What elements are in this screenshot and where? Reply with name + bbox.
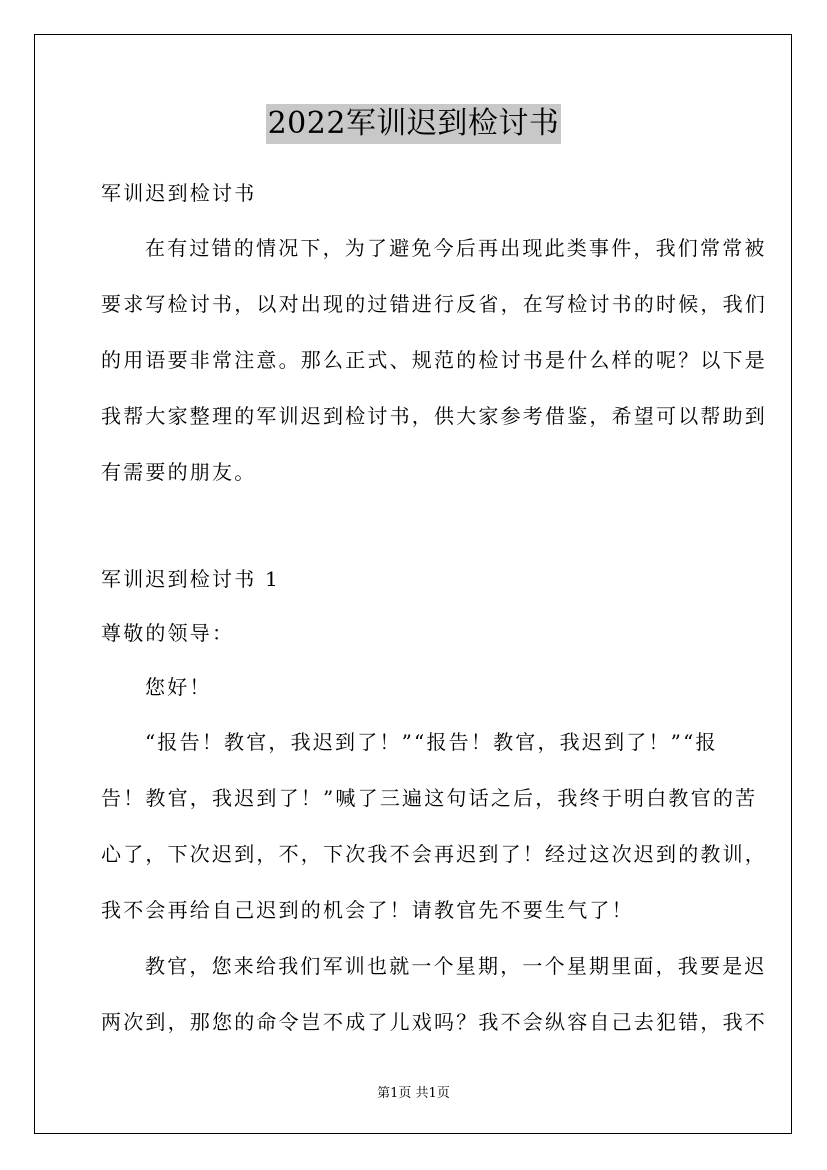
intro-line: 的用语要非常注意。那么正式、规范的检讨书是什么样的呢？以下是 (101, 348, 767, 372)
paragraph-line: “报告！教官，我迟到了！”“报告！教官，我迟到了！”“报 (145, 730, 718, 754)
greeting: 您好！ (145, 675, 212, 699)
intro-line: 要求写检讨书，以对出现的过错进行反省，在写检讨书的时候，我们 (101, 292, 767, 316)
intro-line: 我帮大家整理的军训迟到检讨书，供大家参考借鉴，希望可以帮助到 (101, 404, 767, 428)
salutation: 尊敬的领导： (101, 621, 235, 645)
title-wrap (0, 104, 827, 144)
spacer (101, 500, 727, 552)
subheading: 军训迟到检讨书 (101, 181, 257, 205)
document-body (101, 166, 767, 1050)
document-title: 2022军训迟到检讨书 (266, 104, 562, 144)
paragraph-line: 两次到，那您的命令岂不成了儿戏吗？我不会纵容自己去犯错，我不 (101, 1010, 767, 1034)
intro-line: 有需要的朋友。 (101, 460, 257, 484)
paragraph-line: 教官，您来给我们军训也就一个星期，一个星期里面，我要是迟 (145, 954, 767, 978)
paragraph-line: 心了，下次迟到，不，下次我不会再迟到了！经过这次迟到的教训， (101, 842, 767, 866)
page-footer: 第1页 共1页 (377, 1086, 450, 1101)
section-heading: 军训迟到检讨书 1 (101, 567, 280, 591)
intro-line: 在有过错的情况下，为了避免今后再出现此类事件，我们常常被 (145, 236, 767, 260)
paragraph-line: 告！教官，我迟到了！”喊了三遍这句话之后，我终于明白教官的苦 (101, 786, 758, 810)
paragraph-line: 我不会再给自己迟到的机会了！请教官先不要生气了！ (101, 898, 634, 922)
